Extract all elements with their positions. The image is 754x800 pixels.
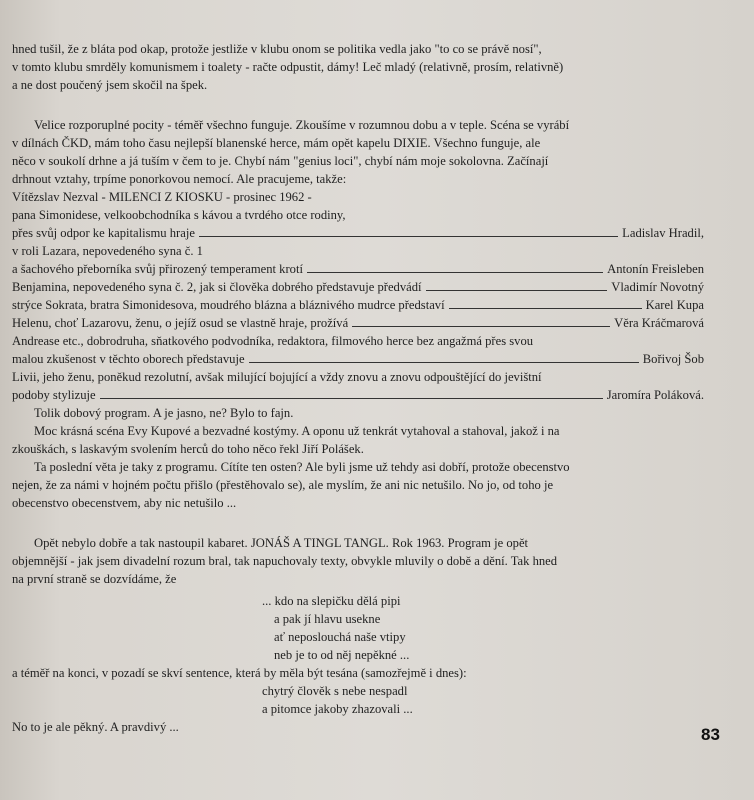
cast-row: Livii, jeho ženu, poněkud rezolutní, avšak milující bojující a vždy znovu a znovu odpouštějící do jevištní	[12, 370, 542, 384]
cast-role: přes svůj odpor ke kapitalismu hraje	[12, 226, 195, 240]
text-line: obecenstvo obecenstvem, aby nic netušilo ...	[12, 496, 237, 510]
verse-line: a pitomce jakoby zhazovali ...	[262, 702, 413, 716]
text-line: nejen, že za námi v hojném počtu přišlo (přestěhovalo se), ale myslím, že ani nic netušilo. No jo, od toho je	[12, 478, 554, 492]
cast-role: Benjamina, nepovedeného syna č. 2, jak si člověka dobrého představuje předvádí	[12, 280, 422, 294]
leader-line	[199, 236, 618, 237]
cast-actor: Antonín Freisleben	[607, 262, 704, 276]
cast-row	[12, 278, 704, 296]
cast-row	[12, 224, 704, 242]
cast-row	[12, 350, 704, 368]
cast-role: strýce Sokrata, bratra Simonidesova, moudrého blázna a bláznivého mudrce představí	[12, 298, 445, 312]
text-line: na první straně se dozvídáme, že	[12, 572, 177, 586]
paragraph-4	[12, 534, 704, 588]
text-line: pana Simonidese, velkoobchodníka s kávou a tvrdého otce rodiny,	[12, 208, 346, 222]
verse-line: neb je to od něj nepěkné ...	[274, 648, 410, 662]
cast-role: Helenu, choť Lazarovu, ženu, o jejíž osud se vlastně hraje, prožívá	[12, 316, 349, 330]
text-line: Tolik dobový program. A je jasno, ne? Bylo to fajn.	[34, 406, 294, 420]
text-line: zkouškách, s laskavým svolením herců do toho něco řekl Jiří Polášek.	[12, 442, 364, 456]
cast-actor: Věra Kráčmarová	[614, 316, 704, 330]
leader-line	[307, 272, 603, 273]
text-line: Opět nebylo dobře a tak nastoupil kabaret. JONÁŠ A TINGL TANGL. Rok 1963. Program je opět	[34, 536, 529, 550]
cast-role: malou zkušenost v těchto oborech představuje	[12, 352, 245, 366]
cast-row	[12, 260, 704, 278]
leader-line	[100, 398, 603, 399]
cast-actor: Karel Kupa	[645, 298, 704, 312]
cast-row: Andrease etc., dobrodruha, sňatkového podvodníka, redaktora, filmového herce bez angažmá přes svou	[12, 334, 534, 348]
text-line: Moc krásná scéna Evy Kupové a bezvadné kostýmy. A oponu už tenkrát vytahoval a stahoval, jakož i na	[34, 424, 560, 438]
play-title-line: Vítězslav Nezval - MILENCI Z KIOSKU - prosinec 1962 -	[12, 190, 312, 204]
cast-row	[12, 386, 704, 404]
verse-block	[12, 682, 704, 718]
paragraph-1	[12, 40, 704, 94]
text-line: Velice rozporuplné pocity - téměř všechno funguje. Zkoušíme v rozumnou dobu a v teple. Scéna se vyrábí	[34, 118, 570, 132]
cast-row	[12, 296, 704, 314]
text-line: v dílnách ČKD, mám toho času nejlepší blanenské herce, mám opět kapelu DIXIE. Všechno funguje, ale	[12, 136, 541, 150]
text-line: drhnout vztahy, trpíme ponorkovou nemocí. Ale pracujeme, takže:	[12, 172, 347, 186]
leader-line	[449, 308, 642, 309]
cast-actor: Vladimír Novotný	[611, 280, 704, 294]
text-line: něco v soukolí drhne a já tuším v čem to je. Chybí nám "genius loci", chybí nám moje sokolovna. Začínají	[12, 154, 549, 168]
paragraph-3	[12, 404, 704, 512]
leader-line	[249, 362, 639, 363]
cast-role: a šachového přeborníka svůj přirozený temperament krotí	[12, 262, 303, 276]
page-number: 83	[701, 725, 720, 744]
verse-line: ... kdo na slepičku dělá pipi	[262, 594, 401, 608]
text-line: Ta poslední věta je taky z programu. Cítíte ten osten? Ale byli jsme už tehdy asi dobří, protože obecenstvo	[34, 460, 570, 474]
cast-row	[12, 314, 704, 332]
text-line: a téměř na konci, v pozadí se skví sentence, která by měla být tesána (samozřejmě i dnes):	[12, 666, 467, 680]
paragraph-2	[12, 116, 704, 224]
text-line: objemnější - jak jsem divadelní rozum bral, tak napuchovaly texty, obvykle mluvily o době a dění. Tak hned	[12, 554, 558, 568]
cast-actor: Bořivoj Šob	[642, 352, 704, 366]
verse-line: ať neposlouchá naše vtipy	[274, 630, 406, 644]
leader-line	[426, 290, 608, 291]
cast-actor: Ladislav Hradil,	[622, 226, 704, 240]
verse-line: a pak jí hlavu usekne	[274, 612, 381, 626]
page-text	[12, 40, 704, 736]
verse-block	[12, 592, 704, 664]
text-line: a ne dost poučený jsem skočil na špek.	[12, 78, 208, 92]
leader-line	[352, 326, 610, 327]
cast-actor: Jaromíra Poláková.	[606, 388, 704, 402]
cast-role: podoby stylizuje	[12, 388, 96, 402]
cast-list	[12, 224, 704, 404]
text-line: hned tušil, že z bláta pod okap, protože jestliže v klubu onom se politika vedla jako "to co se právě nosí",	[12, 42, 542, 56]
text-line: No to je ale pěkný. A pravdivý ...	[12, 720, 179, 734]
verse-line: chytrý člověk s nebe nespadl	[262, 684, 408, 698]
cast-row: v roli Lazara, nepovedeného syna č. 1	[12, 244, 203, 258]
text-line: v tomto klubu smrděly komunismem i toalety - račte odpustit, dámy! Leč mladý (relativně, prosím, relativně)	[12, 60, 564, 74]
